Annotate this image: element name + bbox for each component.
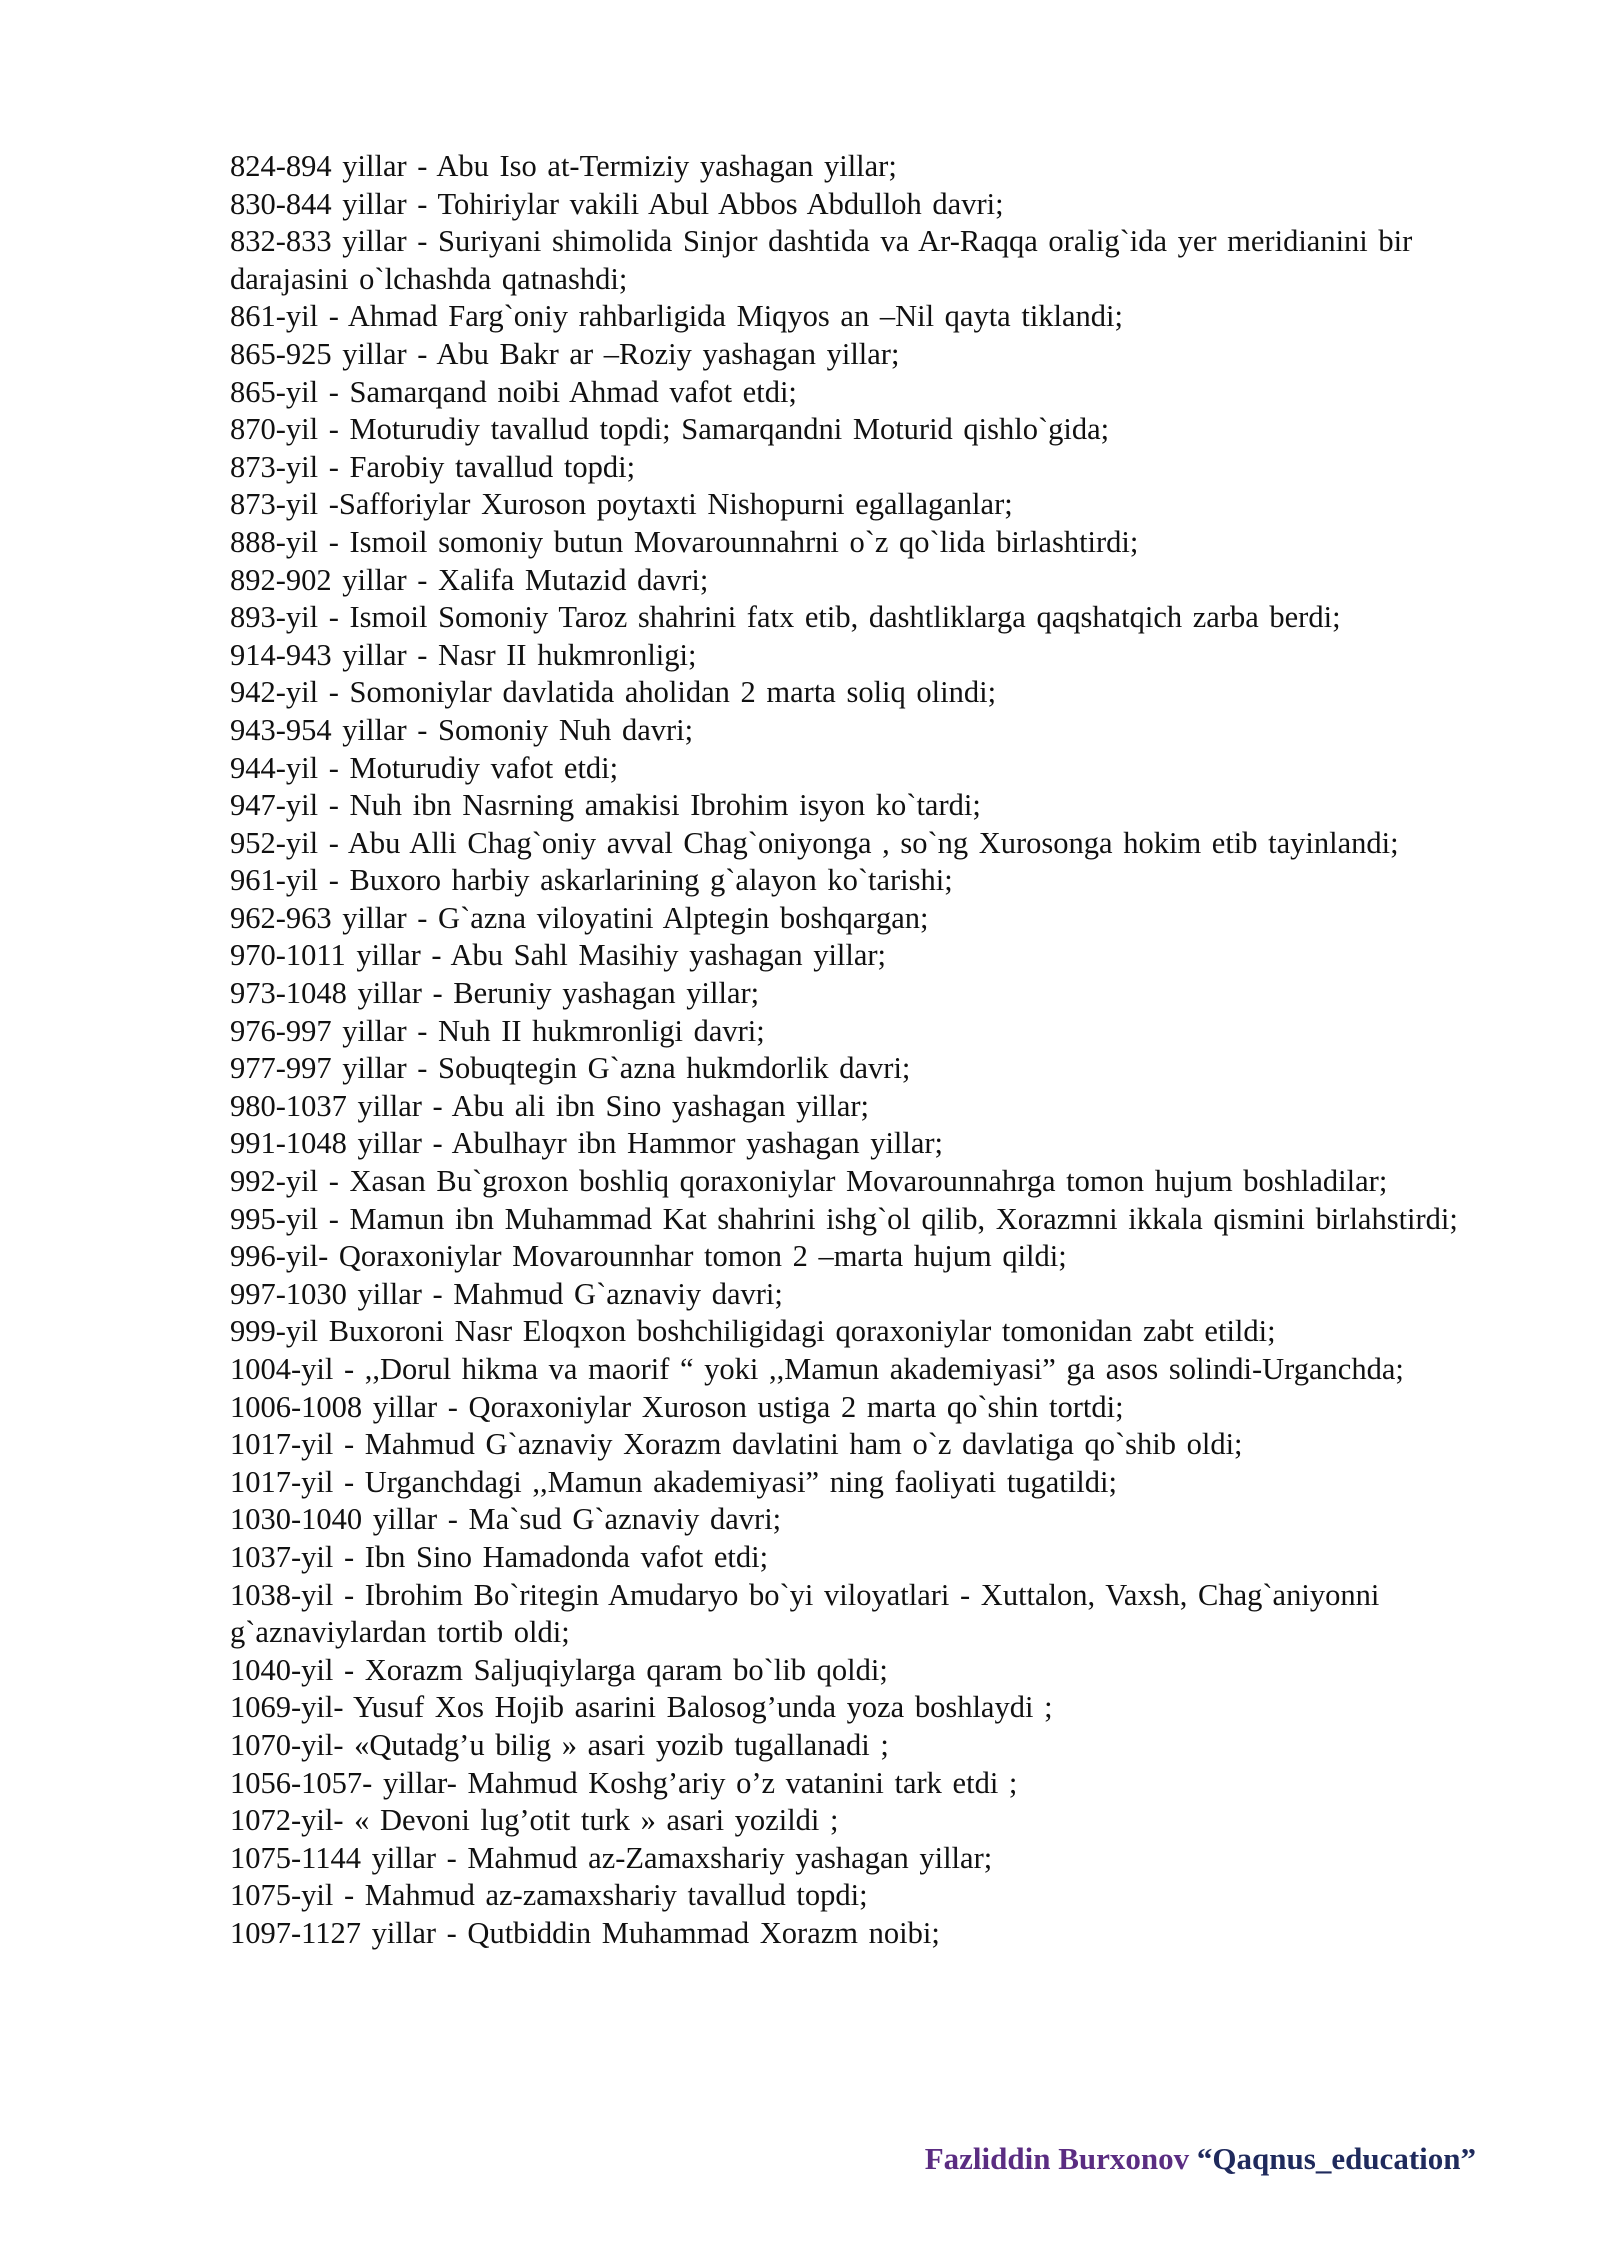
chronology-entry: 1017-yil - Mahmud G`aznaviy Xorazm davlatini ham o`z davlatiga qo`shib oldi; [230,1427,1243,1462]
chronology-entry: 1030-1040 yillar - Ma`sud G`aznaviy davri; [230,1502,782,1537]
chronology-entry: 861-yil - Ahmad Farg`oniy rahbarligida Miqyos an –Nil qayta tiklandi; [230,299,1124,334]
chronology-entry: 997-1030 yillar - Mahmud G`aznaviy davri; [230,1276,783,1311]
chronology-entry: 824-894 yillar - Abu Iso at-Termiziy yashagan yillar; [230,149,897,183]
chronology-entry: 942-yil - Somoniylar davlatida aholidan 2 marta soliq olindi; [230,675,997,710]
chronology-entry: 980-1037 yillar - Abu ali ibn Sino yashagan yillar; [230,1088,869,1123]
chronology-list [230,148,1490,1953]
chronology-entry: 888-yil - Ismoil somoniy butun Movarounnahrni o`z qo`lida birlashtirdi; [230,524,1139,559]
chronology-entry: 865-925 yillar - Abu Bakr ar –Roziy yashagan yillar; [230,336,900,371]
chronology-entry: 943-954 yillar - Somoniy Nuh davri; [230,712,694,747]
chronology-entry: 973-1048 yillar - Beruniy yashagan yillar; [230,976,760,1011]
chronology-entry: 1017-yil - Urganchdagi ,,Mamun akademiyasi” ning faoliyati tugatildi; [230,1464,1117,1499]
chronology-entry: 1040-yil - Xorazm Saljuqiylarga qaram bo`lib qoldi; [230,1652,888,1687]
page-footer [925,2141,1476,2177]
chronology-entry: 1037-yil - Ibn Sino Hamadonda vafot etdi; [230,1539,769,1574]
chronology-entry: 992-yil - Xasan Bu`groxon boshliq qoraxoniylar Movarounnahrga tomon hujum boshladilar; [230,1164,1388,1199]
chronology-entry: 1056-1057- yillar- Mahmud Koshg’ariy o’z vatanini tark etdi ; [230,1765,1018,1800]
chronology-entry: 947-yil - Nuh ibn Nasrning amakisi Ibrohim isyon ko`tardi; [230,788,981,823]
chronology-entry: 1097-1127 yillar - Qutbiddin Muhammad Xorazm noibi; [230,1915,940,1950]
footer-author: Fazliddin Burxonov [924,2141,1190,2176]
chronology-entry: 892-902 yillar - Xalifa Mutazid davri; [230,562,709,597]
chronology-entry: 865-yil - Samarqand noibi Ahmad vafot etdi; [230,374,797,409]
chronology-entry: 832-833 yillar - Suriyani shimolida Sinjor dashtida va Ar-Raqqa oralig`ida yer meridianini bir darajasini o`lchashda qatnashdi; [230,224,1413,296]
chronology-entry: 991-1048 yillar - Abulhayr ibn Hammor yashagan yillar; [230,1126,944,1161]
chronology-entry: 873-yil - Farobiy tavallud topdi; [230,449,636,484]
chronology-entry: 952-yil - Abu Alli Chag`oniy avval Chag`oniyonga , so`ng Xurosonga hokim etib tayinlandi; [230,825,1399,860]
chronology-entry: 914-943 yillar - Nasr II hukmronligi; [230,637,697,672]
chronology-entry: 1075-yil - Mahmud az-zamaxshariy tavallud topdi; [230,1878,868,1913]
chronology-entry: 961-yil - Buxoro harbiy askarlarining g`alayon ko`tarishi; [230,863,953,898]
chronology-entry: 1072-yil- « Devoni lug’otit turk » asari yozildi ; [230,1803,839,1838]
chronology-entry: 1075-1144 yillar - Mahmud az-Zamaxshariy yashagan yillar; [230,1840,993,1875]
chronology-entry: 962-963 yillar - G`azna viloyatini Alptegin boshqargan; [230,900,929,935]
chronology-entry: 977-997 yillar - Sobuqtegin G`azna hukmdorlik davri; [230,1051,911,1086]
chronology-entry: 893-yil - Ismoil Somoniy Taroz shahrini fatx etib, dashtliklarga qaqshatqich zarba berdi; [230,600,1341,635]
chronology-entry: 976-997 yillar - Nuh II hukmronligi davri; [230,1013,765,1048]
chronology-entry: 995-yil - Mamun ibn Muhammad Kat shahrini ishg`ol qilib, Xorazmni ikkala qismini birlahstirdi; [230,1201,1458,1236]
chronology-entry: 944-yil - Moturudiy vafot etdi; [230,750,619,785]
chronology-entry: 1070-yil- «Qutadg’u bilig » asari yozib tugallanadi ; [230,1727,889,1762]
chronology-entry: 970-1011 yillar - Abu Sahl Masihiy yashagan yillar; [230,938,887,973]
chronology-entry: 830-844 yillar - Tohiriylar vakili Abul Abbos Abdulloh davri; [230,186,1004,221]
chronology-entry: 1038-yil - Ibrohim Bo`ritegin Amudaryo bo`yi viloyatlari - Xuttalon, Vaxsh, Chag`aniyonni g`aznaviylardan tortib oldi; [230,1577,1380,1650]
chronology-entry: 870-yil - Moturudiy tavallud topdi; Samarqandni Moturid qishlo`gida; [230,412,1110,447]
footer-brand: “Qaqnus_education” [1196,2141,1476,2176]
chronology-entry: 1069-yil- Yusuf Xos Hojib asarini Balosog’unda yoza boshlaydi ; [230,1690,1053,1725]
chronology-entry: 873-yil -Safforiylar Xuroson poytaxti Nishopurni egallaganlar; [230,487,1013,522]
chronology-entry: 996-yil- Qoraxoniylar Movarounnhar tomon 2 –marta hujum qildi; [230,1239,1067,1274]
chronology-entry: 1004-yil - ,,Dorul hikma va maorif “ yoki ,,Mamun akademiyasi” ga asos solindi-Urganchda; [230,1352,1404,1386]
chronology-entry: 999-yil Buxoroni Nasr Eloqxon boshchiligidagi qoraxoniylar tomonidan zabt etildi; [230,1314,1276,1349]
chronology-entry: 1006-1008 yillar - Qoraxoniylar Xuroson ustiga 2 marta qo`shin tortdi; [230,1389,1124,1424]
